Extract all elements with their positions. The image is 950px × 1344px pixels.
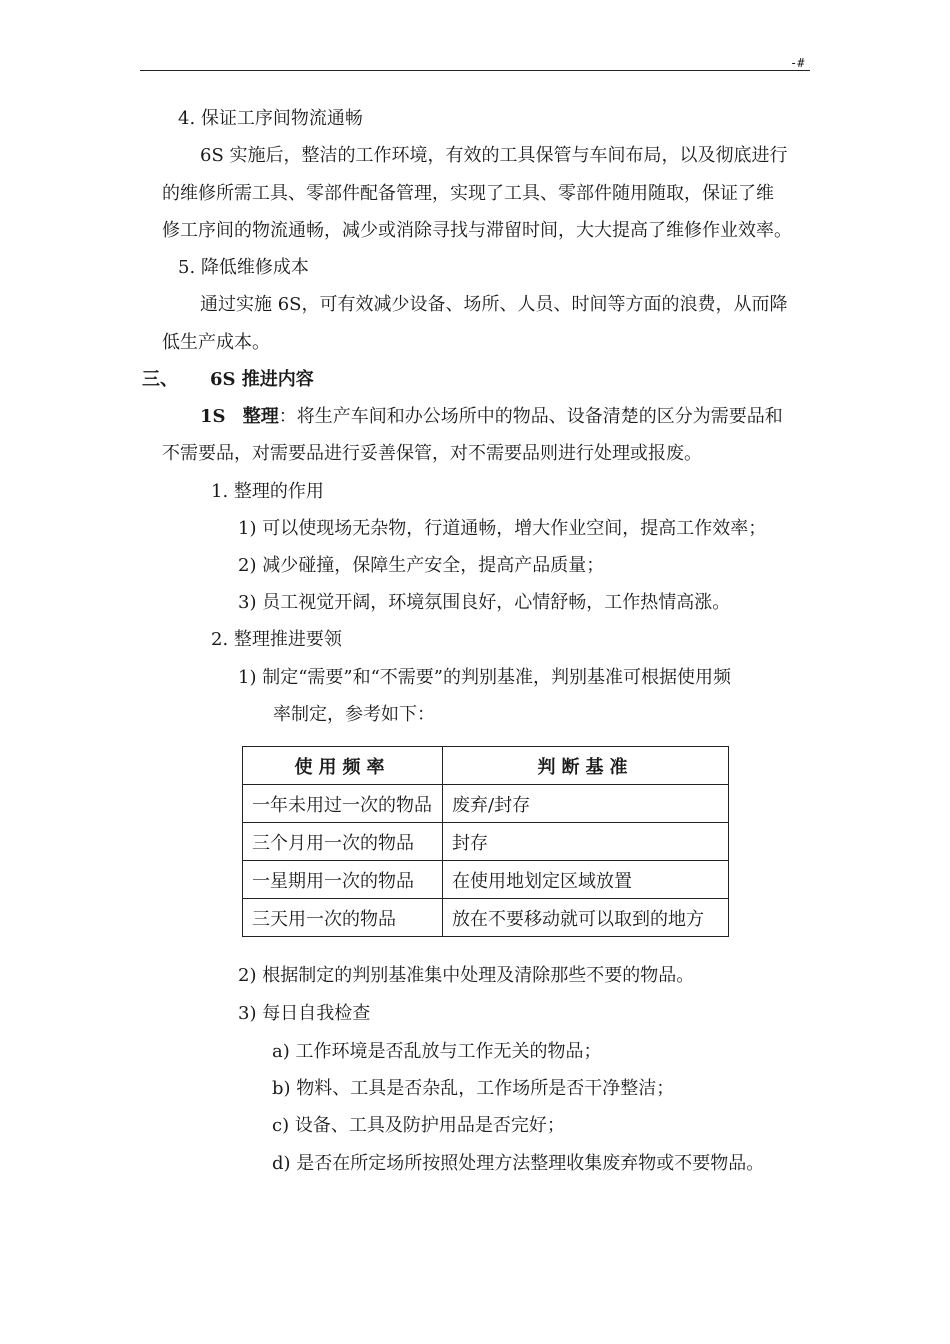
paragraph-line: 的维修所需工具、零部件配备管理，实现了工具、零部件随用随取，保证了维 [162, 183, 774, 204]
table-row [243, 899, 729, 937]
table-cell: 一星期用一次的物品 [243, 861, 443, 899]
table-row [243, 861, 729, 899]
step-2: 2) 根据制定的判别基准集中处理及清除那些不要的物品。 [238, 965, 695, 986]
table-cell: 放在不要移动就可以取到的地方 [443, 899, 729, 937]
paragraph-line: 修工序间的物流通畅，减少或消除寻找与滞留时间，大大提高了维修作业效率。 [162, 220, 792, 241]
table-cell: 封存 [443, 823, 729, 861]
s1-term: 整理 [242, 406, 279, 427]
heading-5: 5. 降低维修成本 [178, 257, 309, 278]
effect-item: 2) 减少碰撞，保障生产安全，提高产品质量； [238, 555, 605, 576]
s1-code: 1S [200, 406, 226, 427]
table-cell: 三个月用一次的物品 [243, 823, 443, 861]
s1-definition [200, 405, 783, 429]
check-item: b) 物料、工具是否杂乱，工作场所是否干净整洁； [272, 1078, 675, 1099]
check-item: a) 工作环境是否乱放与工作无关的物品； [272, 1041, 602, 1062]
item-2-heading: 2. 整理推进要领 [211, 629, 342, 650]
heading-4: 4. 保证工序间物流通畅 [178, 108, 363, 129]
header-rule [140, 70, 810, 71]
step-3: 3) 每日自我检查 [238, 1003, 371, 1024]
table-cell: 废弃/封存 [443, 785, 729, 823]
table-cell: 一年未用过一次的物品 [243, 785, 443, 823]
criteria-table [242, 746, 729, 937]
column-header-criteria: 判断基准 [443, 747, 729, 785]
table-cell: 在使用地划定区域放置 [443, 861, 729, 899]
paragraph-line: 通过实施 6S，可有效减少设备、场所、人员、时间等方面的浪费，从而降 [200, 294, 788, 315]
table-header-row [243, 747, 729, 785]
check-item: d) 是否在所定场所按照处理方法整理收集废弃物或不要物品。 [272, 1153, 765, 1174]
s1-definition-text: ：将生产车间和办公场所中的物品、设备清楚的区分为需要品和 [278, 406, 783, 427]
column-header-frequency: 使用频率 [243, 747, 443, 785]
table-cell: 三天用一次的物品 [243, 899, 443, 937]
step-1: 1) 制定“需要”和“不需要”的判别基准，判别基准可根据使用频 [238, 667, 732, 688]
table-row [243, 785, 729, 823]
section-number: 三、 [142, 369, 178, 390]
page-number: -# [790, 56, 805, 70]
item-1-heading: 1. 整理的作用 [211, 481, 324, 502]
s1-definition-cont: 不需要品，对需要品进行妥善保管，对不需要品则进行处理或报废。 [162, 443, 702, 464]
effect-item: 1) 可以使现场无杂物，行道通畅，增大作业空间，提高工作效率； [238, 518, 767, 539]
section-title: 6S 推进内容 [210, 369, 314, 390]
effect-item: 3) 员工视觉开阔，环境氛围良好，心情舒畅，工作热情高涨。 [238, 592, 731, 613]
table-row [243, 823, 729, 861]
paragraph-line: 低生产成本。 [162, 332, 270, 353]
paragraph-line: 6S 实施后，整洁的工作环境，有效的工具保管与车间布局，以及彻底进行 [200, 145, 788, 166]
check-item: c) 设备、工具及防护用品是否完好； [272, 1115, 565, 1136]
step-1-cont: 率制定，参考如下： [273, 704, 435, 725]
